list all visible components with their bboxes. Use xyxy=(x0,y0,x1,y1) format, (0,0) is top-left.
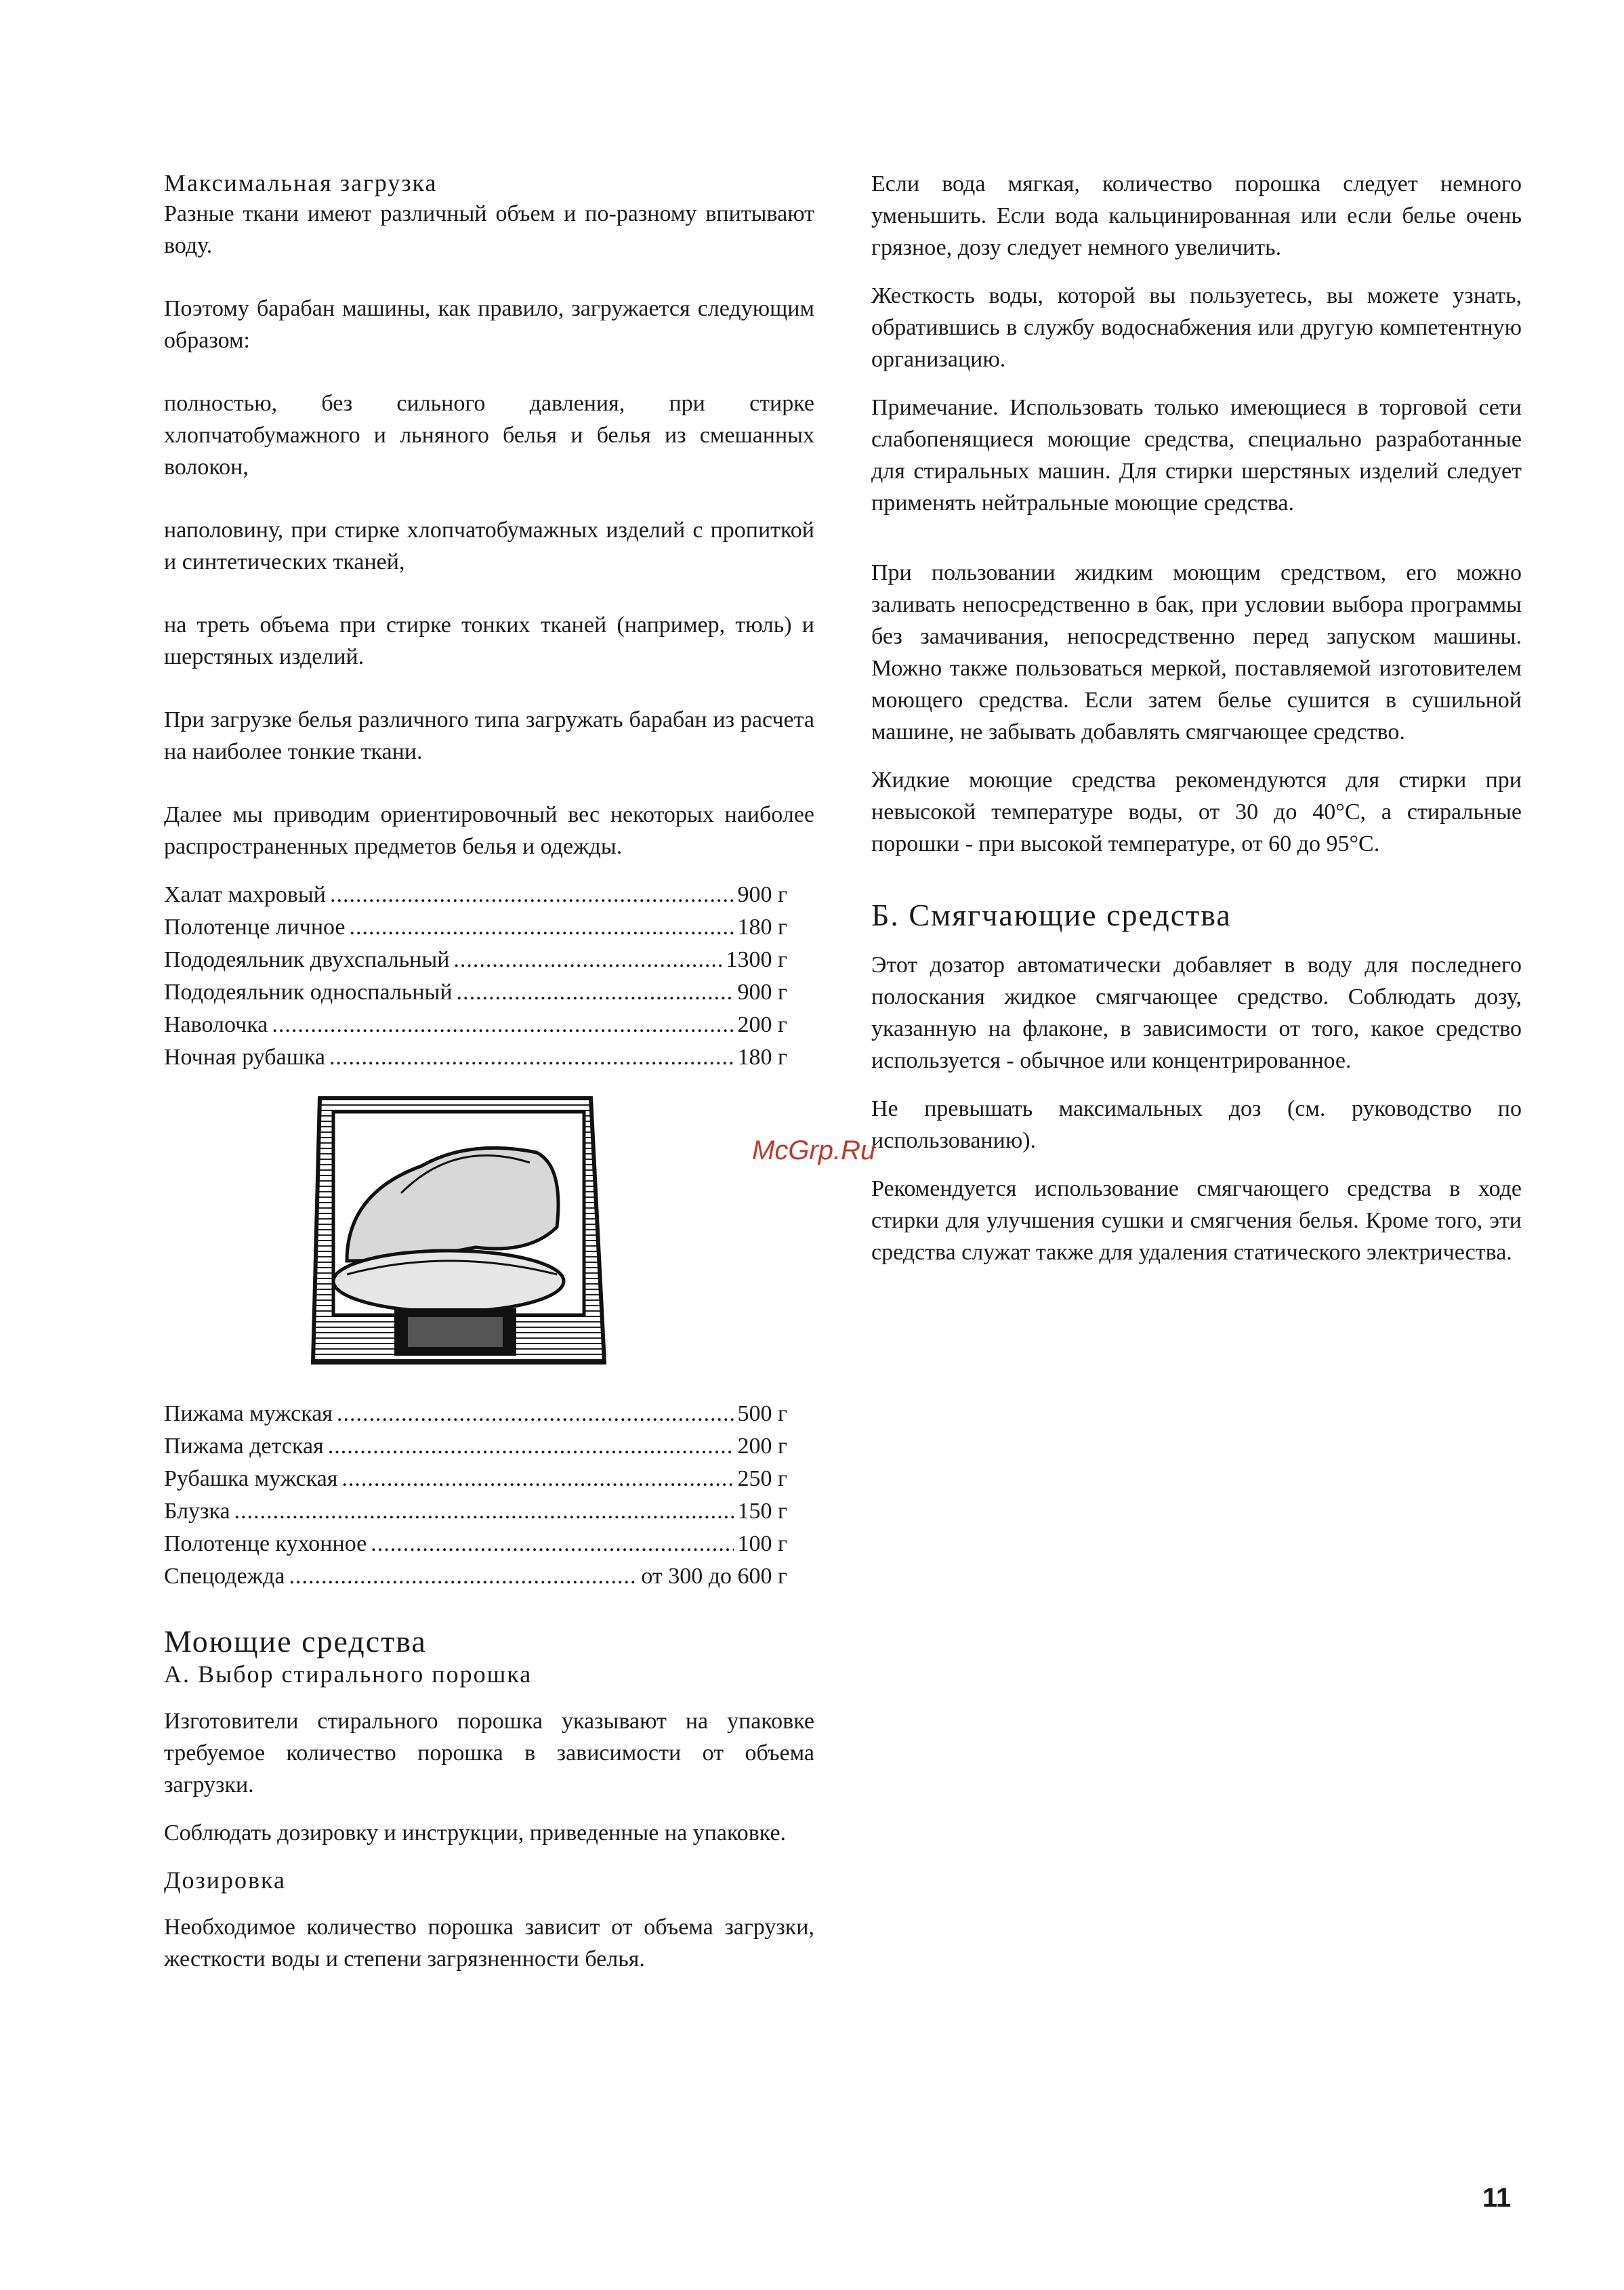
paragraph: Не превышать максимальных доз (см. руководство по использованию). xyxy=(871,1096,1522,1153)
weight-list-1 xyxy=(164,879,787,1074)
paragraph: Соблюдать дозировку и инструкции, приведенные на упаковке. xyxy=(164,1820,787,1846)
paragraph: Разные ткани имеют различный объем и по-разному впитывают воду. xyxy=(164,201,814,258)
heading-softeners: Б. Смягчающие средства xyxy=(871,898,1232,932)
paragraph: на треть объема при стирке тонких тканей (например, тюль) и шерстяных изделий. xyxy=(164,612,814,669)
paragraph: Этот дозатор автоматически добавляет в воду для последнего полоскания жидкое смягчающее средство. Соблюдать дозу, указанную на флаконе, в зависимости от того, какое средство используется - обычное или концентрированное. xyxy=(871,953,1522,1073)
paragraph: При пользовании жидким моющим средством, его можно заливать непосредственно в бак, при условии выбора программы без замачивания, непосредственно перед запуском машины. Можно также пользоваться меркой, поставляемой изготовителем моющего средства. Если затем белье сушится в сушильной машине, не забывать добавлять смягчающее средство. xyxy=(871,560,1522,745)
page-number: 11 xyxy=(1482,2183,1512,2213)
list-item: Пододеяльник двухспальный ..... 1300 г xyxy=(164,944,787,976)
paragraph: Рекомендуется использование смягчающего средства в ходе стирки для улучшения сушки и смягчения белья. Кроме того, эти средства служат также для удаления статического электричества. xyxy=(871,1176,1522,1265)
paragraph: наполовину, при стирке хлопчатобумажных изделий с пропиткой и синтетических тканей, xyxy=(164,518,814,575)
paragraph: Поэтому барабан машины, как правило, загружается следующим образом: xyxy=(164,296,814,353)
right-column xyxy=(871,168,1522,1268)
list-item: Пижама мужская ..... 500 г xyxy=(164,1398,787,1430)
list-item: Рубашка мужская ..... 250 г xyxy=(164,1463,787,1495)
paragraph: Далее мы приводим ориентировочный вес некоторых наиболее распространенных предметов белья и одежды. xyxy=(164,802,814,859)
weight-list-2 xyxy=(164,1398,787,1593)
watermark-link[interactable]: McGrp.Ru xyxy=(752,1136,876,1165)
list-item: Ночная рубашка ..... 180 г xyxy=(164,1041,787,1074)
heading-max-load: Максимальная загрузка xyxy=(164,169,438,196)
paragraph: Жесткость воды, которой вы пользуетесь, вы можете узнать, обратившись в службу водоснабжения или другую компетентную организацию. xyxy=(871,283,1522,372)
list-item: Халат махровый ..... 900 г xyxy=(164,879,787,911)
paragraph: При загрузке белья различного типа загружать барабан из расчета на наиболее тонкие ткани. xyxy=(164,707,814,764)
paragraph: Необходимое количество порошка зависит от объема загрузки, жесткости воды и степени загрязненности белья. xyxy=(164,1915,814,1972)
list-item: Полотенце кухонное ..... 100 г xyxy=(164,1528,787,1560)
left-column xyxy=(164,168,814,1975)
paragraph: полностью, без сильного давления, при стирке хлопчатобумажного и льняного белья и белья из смешанных волокон, xyxy=(164,391,814,480)
list-item: Пижама детская ..... 200 г xyxy=(164,1430,787,1463)
list-item: Наволочка ..... 200 г xyxy=(164,1009,787,1041)
list-item: Спецодежда ..... от 300 до 600 г xyxy=(164,1560,787,1593)
list-item: Блузка ..... 150 г xyxy=(164,1495,787,1528)
paragraph-note: Примечание. Использовать только имеющиеся в торговой сети слабопенящиеся моющие средства, специально разработанные для стиральных машин. Для стирки шерстяных изделий следует применять нейтральные моющие средства. xyxy=(871,395,1522,516)
paragraph: Если вода мягкая, количество порошка следует немного уменьшить. Если вода кальцинированная или если белье очень грязное, дозу следует немного увеличить. xyxy=(871,171,1522,260)
list-item: Пододеяльник односпальный ..... 900 г xyxy=(164,976,787,1009)
heading-powder-choice: А. Выбор стирального порошка xyxy=(164,1661,533,1688)
heading-detergents: Моющие средства xyxy=(164,1624,427,1659)
list-item: Полотенце личное ..... 180 г xyxy=(164,911,787,944)
paragraph: Изготовители стирального порошка указывают на упаковке требуемое количество порошка в зависимости от объема загрузки. xyxy=(164,1709,814,1797)
paragraph: Жидкие моющие средства рекомендуются для стирки при невысокой температуре воды, от 30 до 40°С, а стиральные порошки - при высокой температуре, от 60 до 95°С. xyxy=(871,768,1522,856)
washing-drum-illustration xyxy=(306,1091,631,1383)
heading-dosage: Дозировка xyxy=(164,1867,286,1894)
